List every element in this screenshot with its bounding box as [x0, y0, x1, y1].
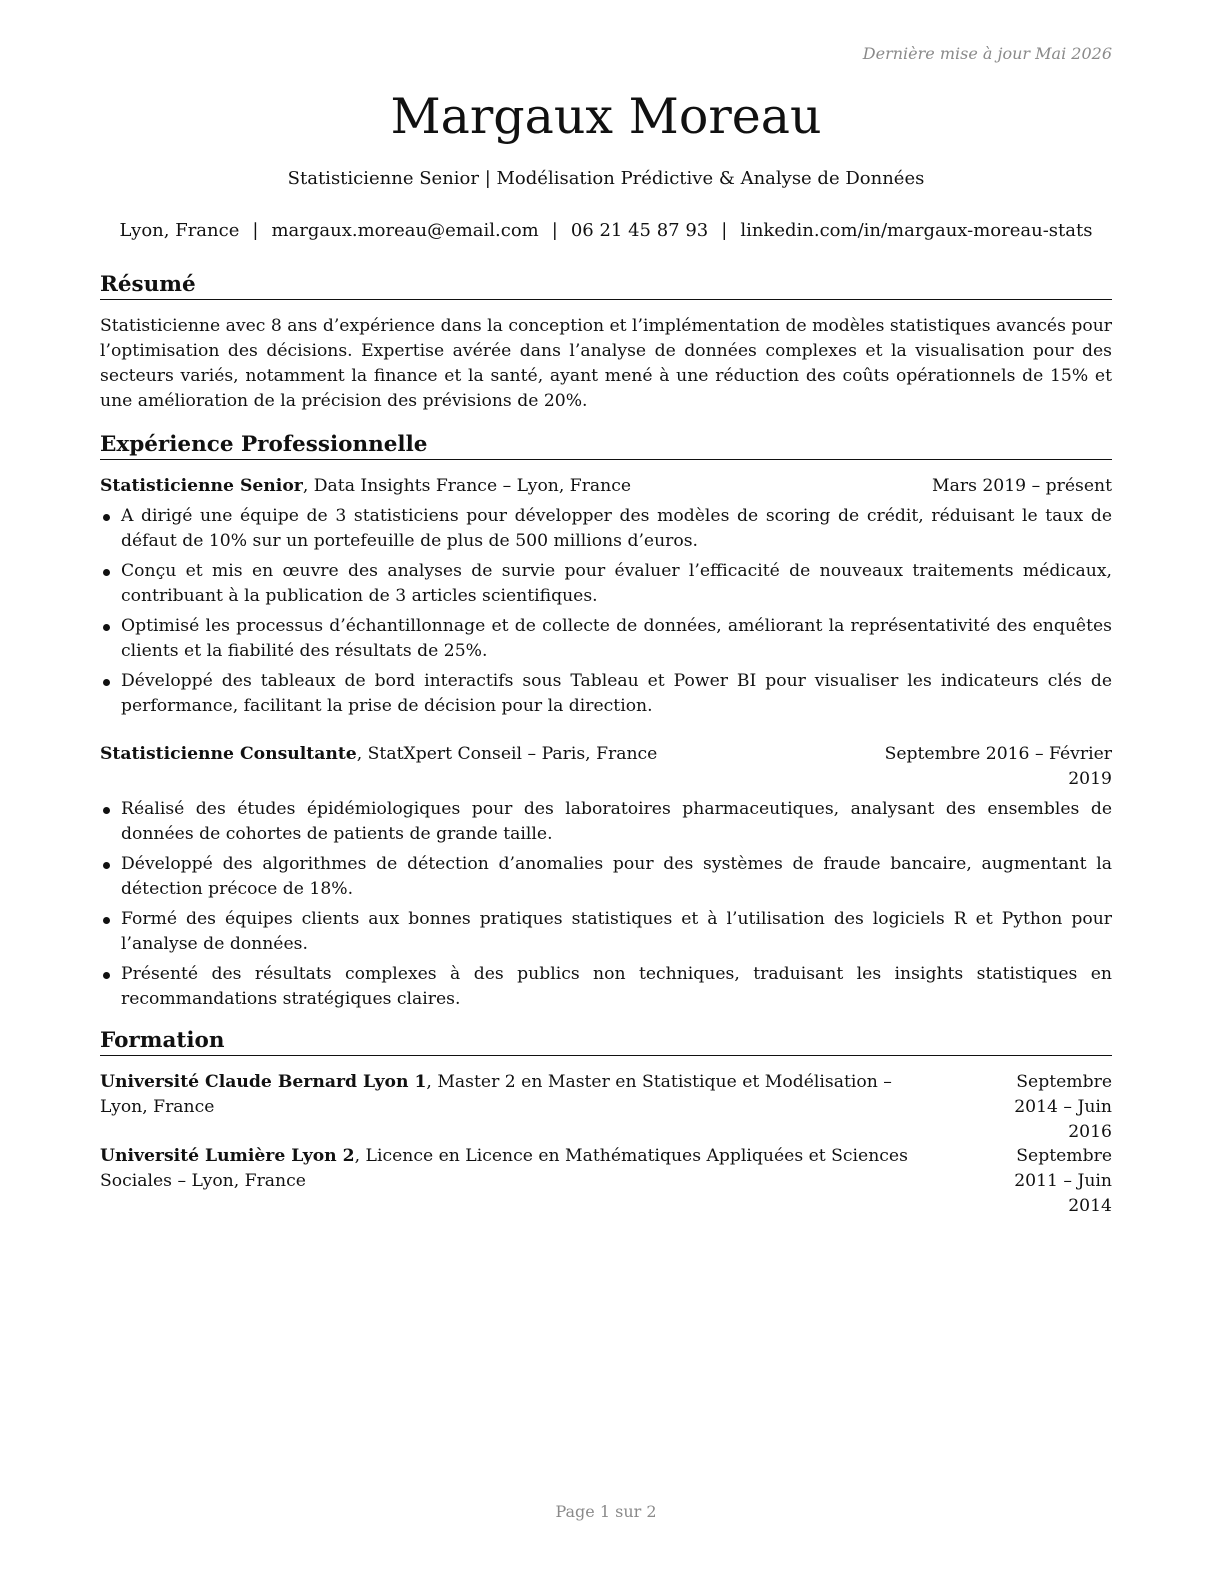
list-item: [100, 559, 1112, 609]
page-number: Page 1 sur 2: [555, 1502, 657, 1521]
list-item: [100, 962, 1112, 1012]
bullet-text: Conçu et mis en œuvre des analyses de survie pour évaluer l’efficacité de nouveaux traitements médicaux, contribuant à la publication de 3 articles scientifiques.: [121, 561, 1112, 606]
job-dates: [885, 742, 1112, 792]
list-item: [100, 669, 1112, 719]
job-company: , StatXpert Conseil – Paris, France: [356, 744, 658, 764]
summary-text: Statisticienne avec 8 ans d’expérience dans la conception et l’implémentation de modèles statistiques avancés pour l’optimisation des décisions. Expertise avérée dans l’analyse de données complexes et la visualisation pour des secteurs variés, notamment la finance et la santé, ayant mené à une réduction des coûts opérationnels de 15% et une amélioration de la précision des prévisions de 20%.: [100, 316, 1112, 411]
education-dates-line: 2016: [1068, 1122, 1112, 1142]
contact-separator: |: [551, 220, 558, 241]
bullet-text: Développé des tableaux de bord interactifs sous Tableau et Power BI pour visualiser les indicateurs clés de performance, facilitant la prise de décision pour la direction.: [121, 671, 1112, 716]
job-dates-line: 2019: [1068, 769, 1112, 789]
contact-email[interactable]: margaux.moreau@email.com: [271, 220, 539, 241]
education-dates-line: Septembre 2014 – Juin: [1014, 1072, 1112, 1117]
headline: Statisticienne Senior | Modélisation Prédictive & Analyse de Données: [287, 168, 925, 189]
last-updated: Dernière mise à jour Mai 2026: [862, 44, 1112, 63]
job-role: Statisticienne Consultante: [100, 744, 357, 764]
education-dates-line: 2014: [1068, 1196, 1112, 1216]
education-dates-line: Septembre 2011 – Juin: [1014, 1146, 1112, 1191]
contact-phone: 06 21 45 87 93: [570, 220, 709, 241]
experience-heading: Expérience Professionnelle: [100, 431, 1112, 460]
education-dates: [972, 1144, 1112, 1219]
bullet-icon: [103, 514, 110, 521]
job-dates: Mars 2019 – présent: [932, 476, 1112, 496]
school-location: Lyon, France: [100, 1097, 215, 1117]
contact-separator: |: [721, 220, 728, 241]
job-title-line: [100, 742, 657, 767]
degree-text: , Master 2 en Master en Statistique et Modélisation –: [426, 1072, 892, 1092]
bullet-text: A dirigé une équipe de 3 statisticiens pour développer des modèles de scoring de crédit, réduisant le taux de défaut de 10% sur un portefeuille de plus de 500 millions d’euros.: [121, 506, 1112, 551]
bullet-icon: [103, 972, 110, 979]
bullet-icon: [103, 624, 110, 631]
job-role: Statisticienne Senior: [100, 476, 303, 496]
degree-text: , Licence en Licence en Mathématiques Appliquées et Sciences: [354, 1146, 908, 1166]
job-dates-line: Septembre 2016 – Février: [884, 744, 1112, 764]
school-name: Université Claude Bernard Lyon 1: [100, 1072, 427, 1092]
education-description: [100, 1144, 980, 1194]
job-bullets: [100, 504, 1112, 724]
bullet-icon: [103, 807, 110, 814]
list-item: [100, 504, 1112, 554]
education-heading: Formation: [100, 1027, 1112, 1056]
education-dates: [972, 1070, 1112, 1145]
bullet-icon: [103, 679, 110, 686]
candidate-name: Margaux Moreau: [390, 88, 822, 145]
contact-linkedin[interactable]: linkedin.com/in/margaux-moreau-stats: [740, 220, 1093, 241]
bullet-icon: [103, 917, 110, 924]
contact-line: [100, 219, 1112, 243]
bullet-icon: [103, 862, 110, 869]
list-item: [100, 614, 1112, 664]
bullet-text: Présenté des résultats complexes à des publics non techniques, traduisant les insights statistiques en recommandations stratégiques claires.: [121, 964, 1112, 1009]
list-item: [100, 907, 1112, 957]
resume-page: [100, 0, 1112, 1584]
list-item: [100, 852, 1112, 902]
bullet-text: Développé des algorithmes de détection d’anomalies pour des systèmes de fraude bancaire, augmentant la détection précoce de 18%.: [121, 854, 1112, 899]
school-name: Université Lumière Lyon 2: [100, 1146, 355, 1166]
list-item: [100, 797, 1112, 847]
bullet-icon: [103, 569, 110, 576]
bullet-text: Réalisé des études épidémiologiques pour des laboratoires pharmaceutiques, analysant des ensembles de données de cohortes de patients de grande taille.: [121, 799, 1112, 844]
bullet-text: Formé des équipes clients aux bonnes pratiques statistiques et à l’utilisation des logiciels R et Python pour l’analyse de données.: [121, 909, 1112, 954]
job-title-line: [100, 474, 631, 499]
contact-separator: |: [252, 220, 259, 241]
bullet-text: Optimisé les processus d’échantillonnage et de collecte de données, améliorant la représentativité des enquêtes clients et la fiabilité des résultats de 25%.: [121, 616, 1112, 661]
job-bullets: [100, 797, 1112, 1017]
education-description: [100, 1070, 980, 1120]
job-company: , Data Insights France – Lyon, France: [302, 476, 632, 496]
contact-location: Lyon, France: [119, 220, 240, 241]
school-location: Sociales – Lyon, France: [100, 1171, 306, 1191]
summary-heading: Résumé: [100, 271, 1112, 300]
